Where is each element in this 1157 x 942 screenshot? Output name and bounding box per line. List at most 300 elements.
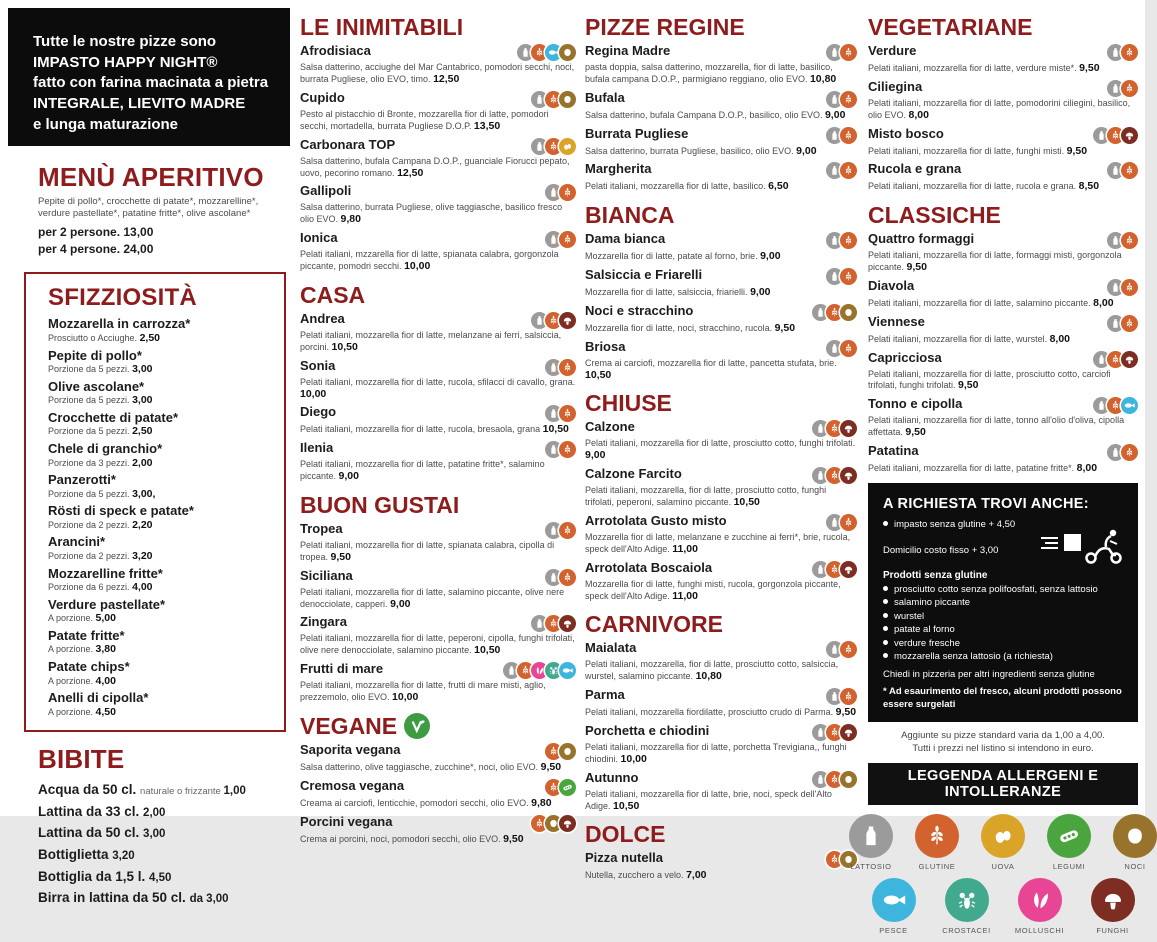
- allergen-badges: [531, 815, 576, 832]
- item-price: 11,00: [672, 542, 698, 555]
- item-name: Siciliana: [300, 567, 353, 583]
- item-description: Pelati italiani, mozzarella, fior di latte, prosciutto cotto, funghi trifolati, peperoni, salamino piccante. 10,50: [585, 485, 827, 509]
- legend-item-funghi: [1087, 878, 1138, 935]
- glutine-allergen-icon: [840, 340, 857, 357]
- list-item: [300, 743, 576, 774]
- gluten-free-product: patate al forno: [883, 624, 1125, 635]
- list-item: [585, 561, 857, 603]
- item-price: 2,50: [132, 425, 153, 438]
- item-price: 2,20: [132, 518, 153, 531]
- item-description: Salsa datterino, olive taggiasche, zucchine*, noci, olio EVO. 9,50: [300, 760, 562, 773]
- banner-line: Tutte le nostre pizze sono: [33, 33, 217, 50]
- bullet-dot: [883, 613, 888, 618]
- item-price: 12,50: [397, 166, 424, 179]
- item-header: [300, 184, 576, 201]
- section-bianca: [585, 202, 857, 381]
- allergen-badges: [503, 662, 576, 679]
- bullet-dot: [883, 599, 888, 604]
- item-price: 9,00: [750, 285, 771, 298]
- item-description: Mozzarella fior di latte, noci, stracchino, rucola. 9,50: [585, 321, 796, 334]
- section-vegetariane: [868, 14, 1138, 193]
- item-price: da 3,00: [189, 893, 229, 906]
- item-price: 10,50: [733, 496, 760, 509]
- item-header: [300, 615, 576, 632]
- item-note: naturale o frizzante: [140, 786, 224, 798]
- noci-allergen-icon: [1113, 814, 1157, 858]
- glutine-allergen-icon: [1121, 232, 1138, 249]
- item-header: [868, 397, 1138, 414]
- allergen-badges: [812, 771, 857, 788]
- aperitivo-price: 24,00: [123, 242, 154, 257]
- allergen-badges: [826, 44, 857, 61]
- item-description: Pelati italiani, mozzarella fior di latte, melanzane ai ferri, salsiccia, porcini. 10,50: [300, 329, 562, 353]
- list-item: [868, 315, 1138, 346]
- glutine-allergen-icon: [840, 268, 857, 285]
- column-3: [585, 14, 857, 887]
- noci-allergen-icon: [840, 771, 857, 788]
- legend-row: [868, 878, 1138, 935]
- section-title-menu-aperitivo: MENÙ APERITIVO: [38, 162, 264, 192]
- list-item: [868, 44, 1138, 75]
- funghi-allergen-icon: [1121, 127, 1138, 144]
- item-description: Pelati italiani, mozzarella fior di latte, spianata calabra, cipolla di tropea. 9,50: [300, 539, 555, 563]
- item-price: 3,00: [132, 363, 153, 376]
- item-name: Calzone: [585, 419, 635, 435]
- glutine-allergen-icon: [915, 814, 959, 858]
- allergen-badges: [826, 641, 857, 658]
- item-header: [300, 522, 576, 539]
- section-bibite: [8, 732, 290, 909]
- list-item: [585, 514, 857, 556]
- allergen-legend-grid: [850, 814, 1146, 935]
- pesce-allergen-icon: [1121, 397, 1138, 414]
- item-desc: Porzione da 5 pezzi. 3,00: [48, 394, 153, 407]
- item-description: Mozzarella fior di latte, salsiccia, friarielli. 9,00: [585, 285, 771, 298]
- item-price: 9,80: [340, 213, 361, 226]
- list-item: [300, 359, 576, 401]
- glutine-allergen-icon: [559, 184, 576, 201]
- glutine-allergen-icon: [840, 688, 857, 705]
- item-desc: Porzione da 2 pezzi. 2,20: [48, 518, 153, 531]
- item-description: Pelati italiani, mozzarella fior di latte, wurstel. 8,00: [868, 332, 1071, 345]
- vegan-leaf-icon: [404, 713, 430, 739]
- item-name: Saporita vegana: [300, 741, 401, 757]
- allergen-badges: [531, 138, 576, 155]
- item-price: 2,50: [139, 332, 160, 345]
- item-price: 2,00: [132, 456, 153, 469]
- item-price: 9,50: [835, 706, 857, 719]
- item-price: 9,80: [531, 796, 552, 809]
- item-name: Dama bianca: [585, 231, 666, 247]
- item-name: Tropea: [300, 520, 343, 536]
- item-desc: Porzione da 5 pezzi. 3,00: [48, 363, 153, 376]
- section-dolce: [585, 821, 857, 882]
- item-header: [585, 162, 857, 179]
- price-footnote-line2: Tutti i prezzi nel listino si intendono in euro.: [912, 743, 1094, 755]
- item-header: [868, 127, 1138, 144]
- allergen-badges: [545, 569, 576, 586]
- item-description: Salsa datterino, bufala Campana D.O.P., guanciale Fiorucci pepato, uovo, pecorino romano. 12,50: [300, 155, 570, 179]
- glutine-allergen-icon: [559, 441, 576, 458]
- section-title: DOLCE: [585, 821, 666, 848]
- item-price: 3,20: [132, 550, 153, 562]
- item-description: Pesto al pistacchio di Bronte, mozzarella fior di latte, pomodori secchi, mortadella, burrata Pugliese D.O.P. 13,50: [300, 108, 549, 132]
- list-item: [868, 232, 1138, 274]
- legend-item-glutine: [915, 814, 959, 871]
- allergen-badges: [545, 359, 576, 376]
- item-name: Porcini vegana: [300, 813, 393, 829]
- item-description: Creama ai carciofi, lenticchie, pomodori secchi, olio EVO. 9,80: [300, 796, 552, 809]
- allergen-badges: [517, 44, 576, 61]
- item-price: 4,00: [132, 581, 153, 594]
- item-name: Arancini*: [48, 534, 106, 550]
- item-header: [868, 162, 1138, 179]
- item-description: Pelati italiani, mozzarella fior di latte, prosciutto cotto, carciofi trifolati, funghi trifolati. 9,50: [868, 368, 1111, 392]
- glutine-allergen-icon: [1121, 80, 1138, 97]
- funghi-allergen-icon: [840, 724, 857, 741]
- item-name: Ilenia: [300, 440, 334, 456]
- item-price: 9,50: [958, 379, 979, 392]
- list-item: [585, 771, 857, 813]
- list-item: [585, 232, 857, 263]
- item-name: Arrotolata Gusto misto: [585, 512, 727, 528]
- item-header: [300, 441, 576, 458]
- item-price: 9,50: [905, 426, 926, 439]
- section-title: CASA: [300, 281, 366, 308]
- item-desc: Porzione da 5 pezzi. 2,50: [48, 425, 153, 438]
- item-header: [585, 724, 857, 741]
- item-name: Salsiccia e Friarelli: [585, 266, 703, 282]
- item-name: Verdure pastellate*: [48, 596, 166, 612]
- allergen-badges: [531, 615, 576, 632]
- list-item: [585, 420, 857, 462]
- glutine-allergen-icon: [1121, 44, 1138, 61]
- lattosio-allergen-icon: [849, 814, 893, 858]
- allergen-badges: [545, 441, 576, 458]
- funghi-allergen-icon: [1121, 351, 1138, 368]
- item-price: 10,00: [620, 752, 647, 765]
- glutine-allergen-icon: [1121, 279, 1138, 296]
- item-name: Misto bosco: [868, 125, 944, 141]
- glutine-allergen-icon: [840, 514, 857, 531]
- allergen-badges: [1107, 44, 1138, 61]
- legend-label: UOVA: [991, 861, 1015, 871]
- item-name: Patatina: [868, 443, 919, 459]
- item-name: Panzerotti*: [48, 472, 116, 488]
- item-desc: A porzione. 4,00: [48, 674, 116, 687]
- item-desc: Prosciutto o Acciughe. 2,50: [48, 332, 160, 345]
- banner-line: INTEGRALE, LIEVITO MADRE: [33, 95, 246, 113]
- item-name: Diego: [300, 404, 337, 420]
- list-item: [300, 615, 576, 657]
- item-name: Ionica: [300, 230, 338, 246]
- aperitivo-price: 13,00: [123, 224, 154, 239]
- legend-item-crostacei: [941, 878, 992, 935]
- item-name: Margherita: [585, 161, 652, 177]
- list-item: [300, 405, 576, 436]
- item-price: 9,50: [540, 760, 562, 773]
- item-price: 10,00: [300, 387, 327, 400]
- legend-label: LATTOSIO: [850, 861, 892, 871]
- item-price: 9,00: [585, 449, 606, 462]
- list-item: [48, 504, 272, 531]
- item-header: [300, 405, 576, 422]
- list-item: [300, 138, 576, 180]
- gluten-free-product: mozzarella senza lattosio (a richiesta): [883, 651, 1125, 662]
- list-item: Bottiglia da 1,5 l. 4,50: [38, 868, 172, 884]
- item-header: [868, 351, 1138, 368]
- list-item: [48, 411, 272, 438]
- item-description: Pelati italiani, mozzarella fior di latte, patatine fritte*. 8,00: [868, 462, 1098, 475]
- item-description: Pelati italiani, mozzarella fior di latte, salamino piccante. 8,00: [868, 296, 1114, 309]
- section-title: LE INIMITABILI: [300, 14, 464, 40]
- list-item: [585, 724, 857, 766]
- list-item: [585, 268, 857, 299]
- item-description: Pelati italiani, mozzarella fior di latte, rucola, sfilacci di cavallo, grana. 10,00: [300, 376, 576, 400]
- list-item: [868, 444, 1138, 475]
- item-description: Pelati italiani, mozzarella, fior di latte, prosciutto cotto, salsiccia, wurstel, salamino piccante. 10,80: [585, 659, 839, 683]
- bullet-dot: [883, 653, 888, 658]
- item-description: Mozzarella fior di latte, patate al forno, brie. 9,00: [585, 250, 781, 263]
- section-casa: [300, 282, 576, 483]
- item-header: [300, 662, 576, 679]
- allergen-badges: [812, 467, 857, 484]
- list-item: [585, 304, 857, 335]
- list-item: [868, 351, 1138, 393]
- item-description: Pelati italiani, mozzarella fior di latte, tonno all'olio d'oliva, cipolla affettata. 9,50: [868, 415, 1125, 439]
- item-header: [585, 641, 857, 658]
- item-description: Pelati italiani, mozzarella fiordilatte, prosciutto crudo di Parma. 9,50: [585, 706, 857, 719]
- left-column: [8, 8, 290, 909]
- item-header: [585, 688, 857, 705]
- item-price: 10,50: [331, 340, 358, 353]
- right-column: [850, 14, 1146, 942]
- list-item: [585, 44, 857, 86]
- allergen-badges: [812, 420, 857, 437]
- item-price: 3,80: [95, 643, 116, 656]
- item-header: [585, 91, 857, 108]
- aperitivo-description: Pepite di pollo*, crocchette di patate*, mozzarelline*, verdure pastellate*, patatine fritte*, olive ascolane*: [38, 196, 259, 220]
- item-header: [868, 315, 1138, 332]
- list-item: [300, 91, 576, 133]
- item-price: 1,00: [223, 785, 246, 798]
- item-name: Burrata Pugliese: [585, 125, 689, 141]
- list-item: [300, 184, 576, 226]
- list-item: [585, 688, 857, 719]
- allergen-badges: [1093, 397, 1138, 414]
- item-header: [585, 514, 857, 531]
- list-item: [585, 162, 857, 193]
- item-name: Maialata: [585, 640, 637, 656]
- gluten-free-products-subtitle: Prodotti senza glutine: [883, 569, 988, 581]
- legend-item-uova: [981, 814, 1025, 871]
- item-name: Afrodisiaca: [300, 43, 371, 58]
- list-item: [48, 349, 272, 376]
- item-name: Rösti di speck e patate*: [48, 503, 194, 519]
- item-name: Chele di granchio*: [48, 441, 163, 457]
- item-name: Diavola: [868, 277, 915, 293]
- allergen-badges: [1107, 315, 1138, 332]
- funghi-allergen-icon: [559, 615, 576, 632]
- item-description: Crema ai carciofi, mozzarella fior di latte, pancetta stufata, brie. 10,50: [585, 357, 837, 381]
- item-description: Pelati italiani, mozzarella fior di latte, prosciutto cotto, funghi trifolati. 9,00: [585, 438, 856, 462]
- item-header: [300, 231, 576, 248]
- item-name: Tonno e cipolla: [868, 396, 963, 412]
- item-price: 9,00: [760, 250, 781, 263]
- allergen-badges: [826, 232, 857, 249]
- legumi-allergen-icon: [1047, 814, 1091, 858]
- list-item: Birra in lattina da 50 cl. da 3,00: [38, 890, 229, 906]
- item-price: 6,50: [768, 180, 789, 193]
- list-item: Lattina da 33 cl. 2,00: [38, 803, 166, 819]
- item-price: 10,00: [404, 260, 431, 273]
- item-header: [585, 420, 857, 437]
- item-description: Pelati italiani, mozzarella fior di latte, formaggi misti, gorgonzola piccante. 9,50: [868, 250, 1122, 274]
- item-name: Zingara: [300, 614, 347, 630]
- item-header: [300, 312, 576, 329]
- list-item: [868, 279, 1138, 310]
- item-header: [585, 467, 857, 484]
- list-item: [48, 629, 272, 656]
- pesce-allergen-icon: [872, 878, 916, 922]
- section-title: VEGETARIANE: [868, 14, 1033, 40]
- gluten-free-product: prosciutto cotto senza polifoosfati, senza lattosio: [883, 584, 1125, 595]
- gluten-free-dough-line: impasto senza glutine + 4,50: [883, 519, 1125, 530]
- section-vegane: [300, 713, 576, 845]
- list-item: [48, 380, 272, 407]
- gluten-free-product: verdure fresche: [883, 638, 1125, 649]
- section-menu-aperitivo: [8, 146, 290, 258]
- glutine-allergen-icon: [1121, 315, 1138, 332]
- bullet-dot: [883, 626, 888, 631]
- noci-allergen-icon: [840, 304, 857, 321]
- item-header: [585, 268, 857, 285]
- legend-item-legumi: [1047, 814, 1091, 871]
- item-name: Bufala: [585, 89, 625, 105]
- list-item: [868, 162, 1138, 193]
- list-item: Bottiglietta 3,20: [38, 847, 135, 863]
- section-title-sfizziosita: SFIZZIOSITÀ: [48, 284, 197, 312]
- item-price: 9,00: [338, 470, 359, 483]
- item-header: [868, 44, 1138, 61]
- item-name: Frutti di mare: [300, 661, 384, 677]
- sfizziosita-items: [48, 317, 272, 718]
- delivery-scooter-icon: [1039, 525, 1125, 568]
- legend-label: CROSTACEI: [942, 925, 991, 935]
- item-description: Mozzarella fior di latte, melanzane e zucchine ai ferri*, brie, rucola, speck dell'Alto Adige. 11,00: [585, 531, 851, 555]
- item-name: Sonia: [300, 357, 336, 373]
- allergen-badges: [826, 514, 857, 531]
- item-price: 4,50: [95, 705, 116, 718]
- section-le-inimitabili: [300, 14, 576, 273]
- item-price: 8,00: [1049, 332, 1071, 345]
- aperitivo-prices: [38, 224, 290, 259]
- glutine-allergen-icon: [559, 522, 576, 539]
- item-description: pasta doppia, salsa datterino, mozzarella, fior di latte, basilico, bufala campana D.O.P., parmigiano reggiano, olio EVO. 10,80: [585, 62, 837, 85]
- allergen-badges: [826, 91, 857, 108]
- item-name: Arrotolata Boscaiola: [585, 559, 713, 575]
- glutine-allergen-icon: [1121, 444, 1138, 461]
- legend-item-lattosio: [849, 814, 893, 871]
- glutine-allergen-icon: [559, 231, 576, 248]
- allergen-badges: [1093, 127, 1138, 144]
- glutine-allergen-icon: [840, 232, 857, 249]
- glutine-allergen-icon: [559, 569, 576, 586]
- glutine-allergen-icon: [840, 641, 857, 658]
- allergen-badges: [1107, 80, 1138, 97]
- glutine-allergen-icon: [840, 127, 857, 144]
- section-carnivore: [585, 611, 857, 812]
- uova-allergen-icon: [981, 814, 1025, 858]
- item-name: Mozzarella in carrozza*: [48, 316, 191, 332]
- item-price: 10,00: [392, 691, 419, 704]
- column-2: [300, 14, 576, 850]
- item-description: Salsa datterino, bufala Campana D.O.P., basilico, olio EVO. 9,00: [585, 108, 846, 121]
- legend-label: LEGUMI: [1052, 861, 1086, 871]
- item-name: Olive ascolane*: [48, 378, 145, 394]
- allergen-badges: [812, 304, 857, 321]
- item-description: Pelati italiani, mozzarella fior di latte, salamino piccante, olive nere denocciolate, capperi. 9,00: [300, 586, 565, 610]
- richiesta-title: A RICHIESTA TROVI ANCHE:: [883, 495, 1089, 512]
- item-header: [585, 232, 857, 249]
- list-item: [585, 467, 857, 509]
- item-name: Verdure: [868, 43, 917, 58]
- funghi-allergen-icon: [840, 561, 857, 578]
- item-description: Pelati italiani, mozzarella fior di latte, rucola e grana. 8,50: [868, 180, 1100, 193]
- item-header: [585, 851, 857, 868]
- item-name: Andrea: [300, 310, 345, 326]
- section-title: PIZZE REGINE: [585, 14, 745, 40]
- list-item: [300, 312, 576, 354]
- delivery-line: [883, 533, 1125, 568]
- item-description: Mozzarella fior di latte, funghi misti, rucola, gorgonzola piccante, speck dell'Alto Adige. 11,00: [585, 578, 841, 602]
- item-name: Noci e stracchino: [585, 302, 694, 318]
- section-pizze-regine: [585, 14, 857, 193]
- list-item: [300, 44, 576, 86]
- crostacei-allergen-icon: [945, 878, 989, 922]
- item-description: Nutella, zucchero a velo. 7,00: [585, 869, 707, 882]
- noci-allergen-icon: [559, 743, 576, 760]
- allergen-badges: [1093, 351, 1138, 368]
- allergen-badges: [545, 405, 576, 422]
- funghi-allergen-icon: [559, 312, 576, 329]
- legumi-allergen-icon: [559, 779, 576, 796]
- glutine-allergen-icon: [840, 162, 857, 179]
- section-title: BIANCA: [585, 202, 675, 229]
- item-header: [300, 743, 576, 760]
- item-price: 10,80: [809, 72, 837, 85]
- list-item: [48, 317, 272, 344]
- item-price: 9,50: [906, 261, 927, 274]
- banner-line: IMPASTO HAPPY NIGHT®: [33, 53, 218, 71]
- glutine-allergen-icon: [559, 405, 576, 422]
- legend-label: NOCI: [1124, 861, 1146, 871]
- item-header: [300, 91, 576, 108]
- item-description: Pelati italiani, mozzarella fior di latte, verdure miste*. 9,50: [868, 62, 1100, 74]
- item-name: Quattro formaggi: [868, 231, 975, 247]
- list-item: [585, 641, 857, 683]
- glutine-allergen-icon: [840, 91, 857, 108]
- allergen-badges: [1107, 162, 1138, 179]
- list-item: [48, 567, 272, 594]
- item-description: Pelati italiani, mozzarella fior di latte, rucola, bresaola, grana 10,50: [300, 423, 569, 436]
- section-chiuse: [585, 390, 857, 602]
- item-header: [300, 569, 576, 586]
- item-desc: Porzione da 5 pezzi. 3,00,: [48, 487, 156, 500]
- allergen-badges: [826, 127, 857, 144]
- item-description: Pelati italiani, mozzarella fior di latte, frutti di mare misti, aglio, prezzemolo, olio EVO. 10,00: [300, 680, 546, 704]
- item-name: Pepite di pollo*: [48, 347, 142, 363]
